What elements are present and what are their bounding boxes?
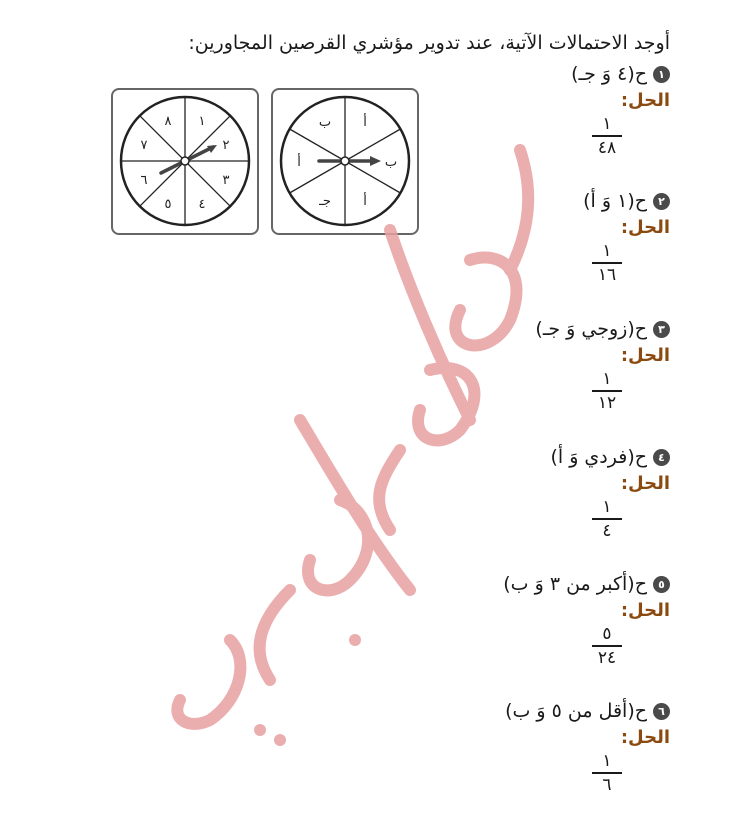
spinner-number-label: ٧ [140,138,148,153]
fraction-bar [592,390,622,392]
fraction-numerator: ٥ [602,624,612,644]
fraction-numerator: ١ [602,241,612,261]
fraction-denominator: ١٢ [597,393,617,413]
solution-label: الحل: [620,600,670,621]
fraction-denominator: ٤ [602,521,612,541]
spinner-letter-label: جـ [319,194,331,209]
fraction-numerator: ١ [602,114,612,134]
question-number-badge: ٤ [653,449,670,466]
question-4 [550,446,670,468]
spinner-letter-label: ب [318,115,332,130]
fraction-denominator: ٦ [602,775,612,795]
spinner-letter-label: أ [363,194,367,209]
question-text: ح(أقل من ٥ وَ ب) [505,700,647,722]
spinner-letter-label: ب [384,155,398,170]
letter-spinner [271,88,419,235]
solution-label: الحل: [620,217,670,238]
page-title: أوجد الاحتمالات الآتية، عند تدوير مؤشري القرصين المجاورين: [188,32,670,54]
letter-spinner-wheel [273,90,417,233]
fraction-bar [592,262,622,264]
fraction-denominator: ٢٤ [597,648,617,668]
question-text: ح(أكبر من ٣ وَ ب) [503,573,647,595]
answer-fraction [592,498,622,540]
fraction-bar [592,135,622,137]
fraction-numerator: ١ [602,369,612,389]
question-text: ح(فردي وَ أ) [550,446,647,468]
spinner-letter-label: أ [297,155,301,170]
solution-label: الحل: [620,727,670,748]
question-5 [503,573,670,595]
number-spinner-wheel [113,90,257,233]
solution-label: الحل: [620,345,670,366]
question-number-badge: ٣ [653,321,670,338]
spinner-number-label: ٦ [140,173,148,188]
fraction-denominator: ٤٨ [597,138,617,158]
spinner-letter-label: أ [363,115,367,130]
question-text: ح(زوجي وَ جـ) [535,318,647,340]
spinner-number-label: ٢ [222,138,230,153]
spinner-number-label: ٣ [222,173,230,188]
question-number-badge: ٥ [653,576,670,593]
fraction-numerator: ١ [602,751,612,771]
fraction-bar [592,645,622,647]
question-text: ح(١ وَ أ) [583,190,647,212]
answer-fraction [592,752,622,794]
question-3 [535,318,670,340]
spinner-number-label: ١ [198,114,206,129]
answer-fraction [592,370,622,412]
spinner-number-label: ٥ [164,197,172,212]
number-spinner [111,88,259,235]
question-number-badge: ١ [653,66,670,83]
fraction-bar [592,518,622,520]
question-1 [571,63,670,85]
fraction-denominator: ١٦ [597,265,617,285]
spinner-number-label: ٨ [164,114,172,129]
spinner-number-label: ٤ [198,197,206,212]
fraction-numerator: ١ [602,497,612,517]
fraction-bar [592,772,622,774]
question-text: ح(٤ وَ جـ) [571,63,647,85]
question-number-badge: ٦ [653,703,670,720]
solution-label: الحل: [620,90,670,111]
question-number-badge: ٢ [653,193,670,210]
question-6 [505,700,670,722]
answer-fraction [592,115,622,157]
question-2 [583,190,670,212]
solution-label: الحل: [620,473,670,494]
answer-fraction [592,625,622,667]
answer-fraction [592,242,622,284]
